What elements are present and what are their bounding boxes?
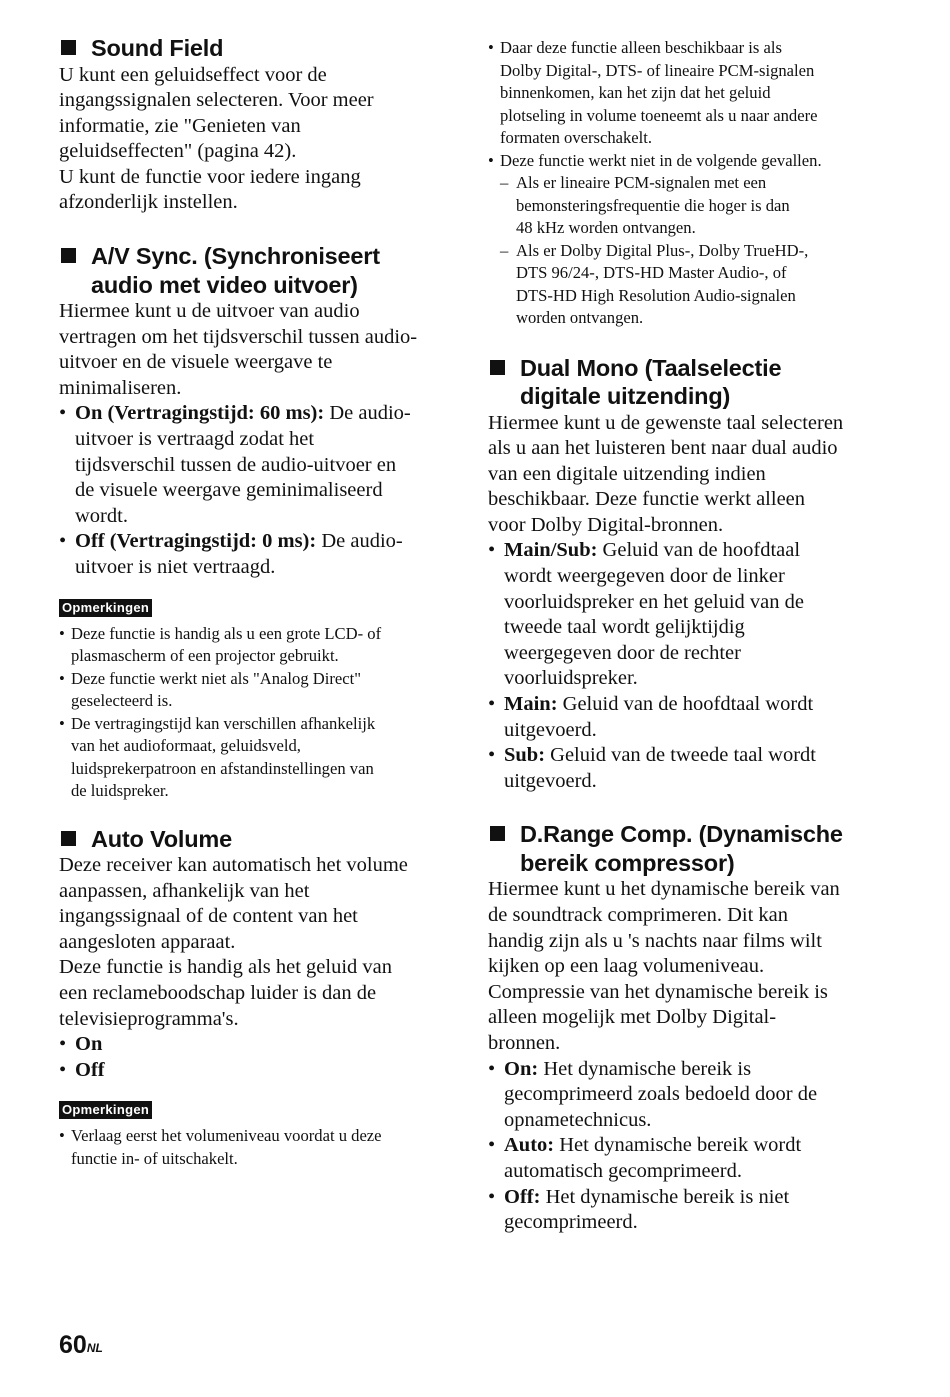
auto-volume-notes [59, 1125, 454, 1170]
list-item: • On [59, 1032, 454, 1058]
list-item: • On: Het dynamische bereik is gecomprimeerd zoals bedoeld door de opnametechnicus. [488, 1057, 888, 1134]
section-square-icon [61, 248, 76, 263]
list-item: • Deze functie werkt niet in de volgende gevallen. [488, 150, 888, 173]
section-heading-drange-comp: D.Range Comp. (Dynamische bereik compressor) [488, 820, 888, 877]
list-item: • Daar deze functie alleen beschikbaar is als Dolby Digital-, DTS- of lineaire PCM-signalen binnenkomen, kan het zijn dat het geluid plotseling in volume toeneemt als u naar andere formaten overschakelt. [488, 37, 888, 150]
continued-notes [488, 37, 888, 172]
drange-options [488, 1057, 888, 1236]
dual-mono-options [488, 538, 888, 794]
notes-label: Opmerkingen [59, 1101, 152, 1119]
list-item: – Als er lineaire PCM-signalen met een bemonsteringsfrequentie die hoger is dan 48 kHz worden ontvangen. [488, 172, 888, 240]
sound-field-text: U kunt een geluidseffect voor de ingangssignalen selecteren. Voor meer informatie, zie "Genieten van geluidseffecten" (pagina 42). U kunt de functie voor iedere ingang afzonderlijk instellen. [59, 63, 374, 214]
list-item: • Sub: Geluid van de tweede taal wordt uitgevoerd. [488, 743, 888, 794]
section-square-icon [61, 831, 76, 846]
list-item: • Verlaag eerst het volumeniveau voordat u deze functie in- of uitschakelt. [59, 1125, 454, 1170]
av-sync-text: Hiermee kunt u de uitvoer van audio vertragen om het tijdsverschil tussen audio- uitvoer en de visuele weergave te minimaliseren. [59, 300, 418, 399]
list-item: • Off: Het dynamische bereik is niet gecomprimeerd. [488, 1185, 888, 1236]
list-item: • Main: Geluid van de hoofdtaal wordt uitgevoerd. [488, 692, 888, 743]
list-item: • De vertragingstijd kan verschillen afhankelijk van het audioformaat, geluidsveld, luidsprekerpatroon en afstandinstellingen van de luidspreker. [59, 713, 454, 803]
auto-volume-options [59, 1032, 454, 1083]
section-square-icon [490, 360, 505, 375]
section-square-icon [61, 40, 76, 55]
list-item: • Deze functie is handig als u een grote LCD- of plasmascherm of een projector gebruikt. [59, 623, 454, 668]
page-language-suffix: NL [86, 1341, 103, 1355]
page-number: $60^{NL}$ [59, 1331, 103, 1359]
list-item: • Off [59, 1058, 454, 1084]
dual-mono-text: Hiermee kunt u de gewenste taal selecteren als u aan het luisteren bent naar dual audio van een digitale uitzending indien beschikbaar. Deze functie werkt alleen voor Dolby Digital-bronnen. [488, 411, 844, 536]
list-item: • Deze functie werkt niet als "Analog Direct" geselecteerd is. [59, 668, 454, 713]
continued-sub-notes [488, 172, 888, 330]
list-item: – Als er Dolby Digital Plus-, Dolby TrueHD-, DTS 96/24-, DTS-HD Master Audio-, of DTS-HD High Resolution Audio-signalen worden ontvangen. [488, 240, 888, 330]
notes-label: Opmerkingen [59, 599, 152, 617]
list-item: • Main/Sub: Geluid van de hoofdtaal wordt weergegeven door de linker voorluidspreker en het geluid van de tweede taal wordt gelijktijdig weergegeven door de rechter voorluidspreker. [488, 538, 888, 692]
section-square-icon [490, 826, 505, 841]
right-column [488, 37, 888, 1236]
list-item: • Off (Vertragingstijd: 0 ms): De audio- uitvoer is niet vertraagd. [59, 529, 454, 580]
auto-volume-text: Deze receiver kan automatisch het volume aanpassen, afhankelijk van het ingangssignaal of de content van het aangesloten apparaat. Deze functie is handig als het geluid van een reclameboodschap luider is dan de televisieprogramma's. [59, 854, 408, 1030]
section-heading-dual-mono: Dual Mono (Taalselectie digitale uitzending) [488, 354, 888, 411]
av-sync-notes [59, 623, 454, 803]
section-heading-auto-volume: Auto Volume [59, 825, 454, 854]
av-sync-options [59, 401, 454, 580]
drange-text: Hiermee kunt u het dynamische bereik van de soundtrack comprimeren. Dit kan handig zijn als u 's nachts naar films wilt kijken op een laag volumeniveau. Compressie van het dynamische bereik is alleen mogelijk met Dolby Digital- bronnen. [488, 878, 840, 1054]
list-item: • On (Vertragingstijd: 60 ms): De audio- uitvoer is vertraagd zodat het tijdsverschil tussen de audio-uitvoer en de visuele weergave geminimaliseerd wordt. [59, 401, 454, 529]
list-item: • Auto: Het dynamische bereik wordt automatisch gecomprimeerd. [488, 1133, 888, 1184]
section-heading-av-sync: A/V Sync. (Synchroniseert audio met video uitvoer) [59, 242, 454, 299]
section-heading-sound-field: Sound Field [59, 34, 454, 63]
left-column [59, 34, 454, 1170]
